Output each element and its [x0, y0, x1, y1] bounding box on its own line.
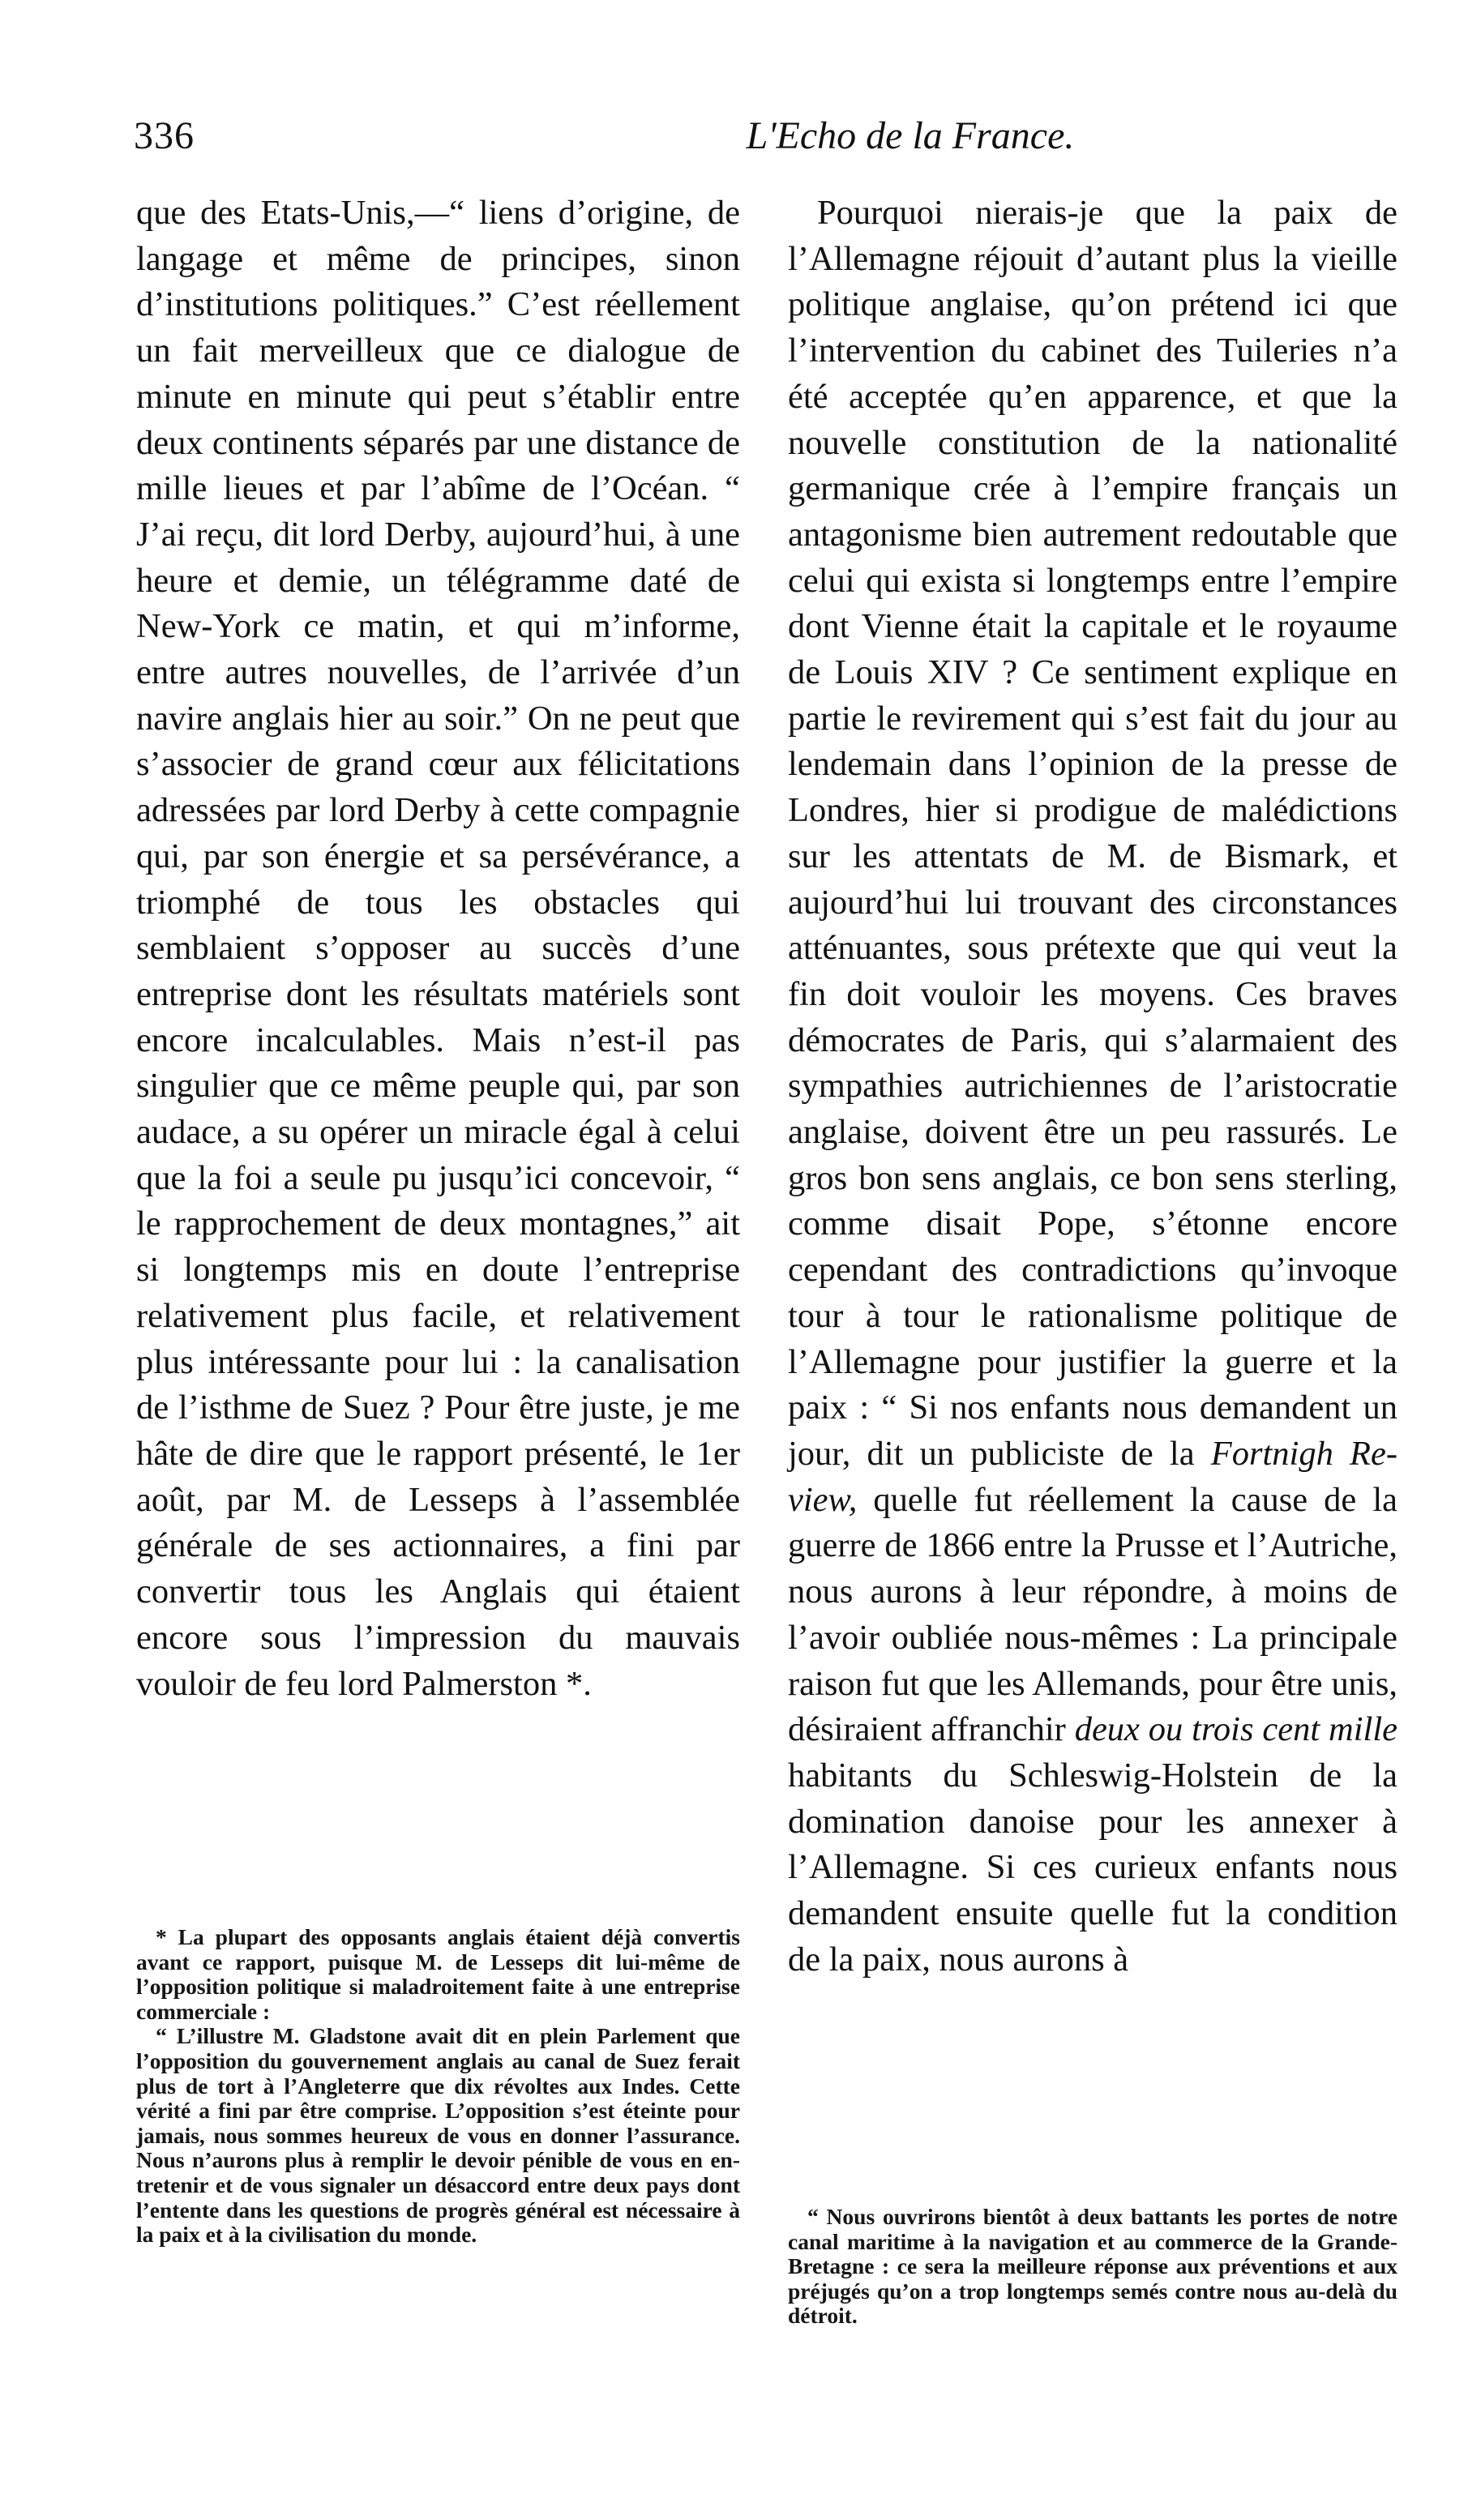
right-column — [788, 190, 1397, 1983]
right-column-text-1: Pourquoi nierais-je que la paix de l’Allemagne réjouit d’autant plus la vieille politique anglaise, qu’on prétend ici que l’intervention du cabinet des Tuileries n’a été acceptée qu’en apparence, et que la nouvelle constitution de la nationalité germanique crée à l’empire français un antagonisme bien autrement redoutable que celui qui exista si longtemps entre l’empire dont Vienne était la capitale et le royaume de Louis XIV ? Ce sentiment explique en partie le revirement qui s’est fait du jour au lendemain dans l’opinion de la presse de Londres, hier si prodigue de malédictions sur les attentats de M. de Bismark, et aujourd’hui lui trouvant des circonstances atténuantes, sous prétexte que qui veut la fin doit vouloir les moyens. Ces braves démocrates de Paris, qui s’alarmaient des sympathies autrichiennes de l’aristocratie anglaise, doivent être un peu rassurés. Le gros bon sens anglais, ce bon sens sterling, comme disait Pope, s’étonne encore cependant des contradictions qu’invoque tour à tour le rationalisme politique de l’Allemagne pour justifier la guerre et la paix : “ Si nos enfants nous demandent un jour, dit un publiciste de la — [788, 194, 1397, 1473]
left-footnote-para-2: “ L’illustre M. Gladstone avait dit en plein Parlement que l’opposition du gouvernement anglais au canal de Suez ferait plus de tort à l’Angleterre que dix révoltes aux Indes. Cette vérité a fini par être comprise. L’opposition s’est éteinte pour jamais, nous sommes heureux de vous en donner l’assurance. Nous n’aurons plus à remplir le devoir pénible de vous en entretenir et de vous signaler un désaccord entre deux pays dont l’entente dans les questions de progrès général est nécessaire à la paix et à la civilisation du monde. — [136, 2023, 740, 2248]
running-head — [134, 113, 1395, 170]
left-column — [136, 190, 740, 1707]
left-footnote — [136, 1925, 740, 2248]
right-column-paragraph — [788, 190, 1397, 1983]
right-column-text-3: habitants du Schleswig-Holstein de la domination danoise pour les annexer à l’Allemagne. Si ces curieux enfants nous demandent ensuite quelle fut la condition de la paix, nous aurons à — [788, 1756, 1397, 1979]
page-number: 336 — [134, 114, 195, 157]
right-footnote-text: “ Nous ouvrirons bientôt à deux battants les portes de notre canal maritime à la navigation et au commerce de la Grande-Bretagne : ce sera la meilleure réponse aux préventions et aux préjugés qu’on a trop longtemps semés contre nous au-delà du détroit. — [788, 2204, 1397, 2329]
journal-title: L'Echo de la France. — [746, 114, 1075, 157]
right-column-italic-2: deux ou trois cent mille — [1074, 1710, 1398, 1749]
right-footnote — [788, 2205, 1397, 2329]
right-column-text-2: quelle fut réellement la cause de la guerre de 1866 entre la Prusse et l’Autriche, nous aurons à leur répondre, à moins de l’avoir oubliée nous-mêmes : La principale raison fut que les Allemands, pour être unis, désiraient affranchir — [788, 1480, 1397, 1749]
left-column-text: que des Etats-Unis,—“ liens d’origine, de langage et même de principes, sinon d’institutions politiques.” C’est réellement un fait merveilleux que ce dialogue de minute en minute qui peut s’établir entre deux continents séparés par une distance de mille lieues et par l’abîme de l’Océan. “ J’ai reçu, dit lord Derby, aujourd’hui, à une heure et demie, un télégramme daté de New-York ce matin, et qui m’informe, entre autres nouvelles, de l’arrivée d’un navire anglais hier au soir.” On ne peut que s’associer de grand cœur aux félicitations adressées par lord Derby à cette compagnie qui, par son énergie et sa persévérance, a triomphé de tous les obstacles qui semblaient s’opposer au succès d’une entreprise dont les résultats matériels sont encore incalculables. Mais n’est-il pas singulier que ce même peuple qui, par son audace, a su opérer un miracle égal à celui que la foi a seule pu jusqu’ici concevoir, “ le rapprochement de deux montagnes,” ait si longtemps mis en doute l’entreprise relativement plus facile, et relativement plus intéressante pour lui : la canalisation de l’isthme de Suez ? Pour être juste, je me hâte de dire que le rapport présenté, le 1er août, par M. de Lesseps à l’assemblée générale de ses actionnaires, a fini par convertir tous les Anglais qui étaient encore sous l’impression du mauvais vouloir de feu lord Palmerston *. — [136, 194, 740, 1703]
left-footnote-para-1: * La plupart des opposants anglais étaient déjà convertis avant ce rapport, puisque M. de Lesseps dit lui-même de l’opposition politique si maladroitement faite à une entreprise commerciale : — [136, 1924, 740, 2024]
right-column-italic-1: Fortnigh Review, — [788, 1434, 1397, 1519]
